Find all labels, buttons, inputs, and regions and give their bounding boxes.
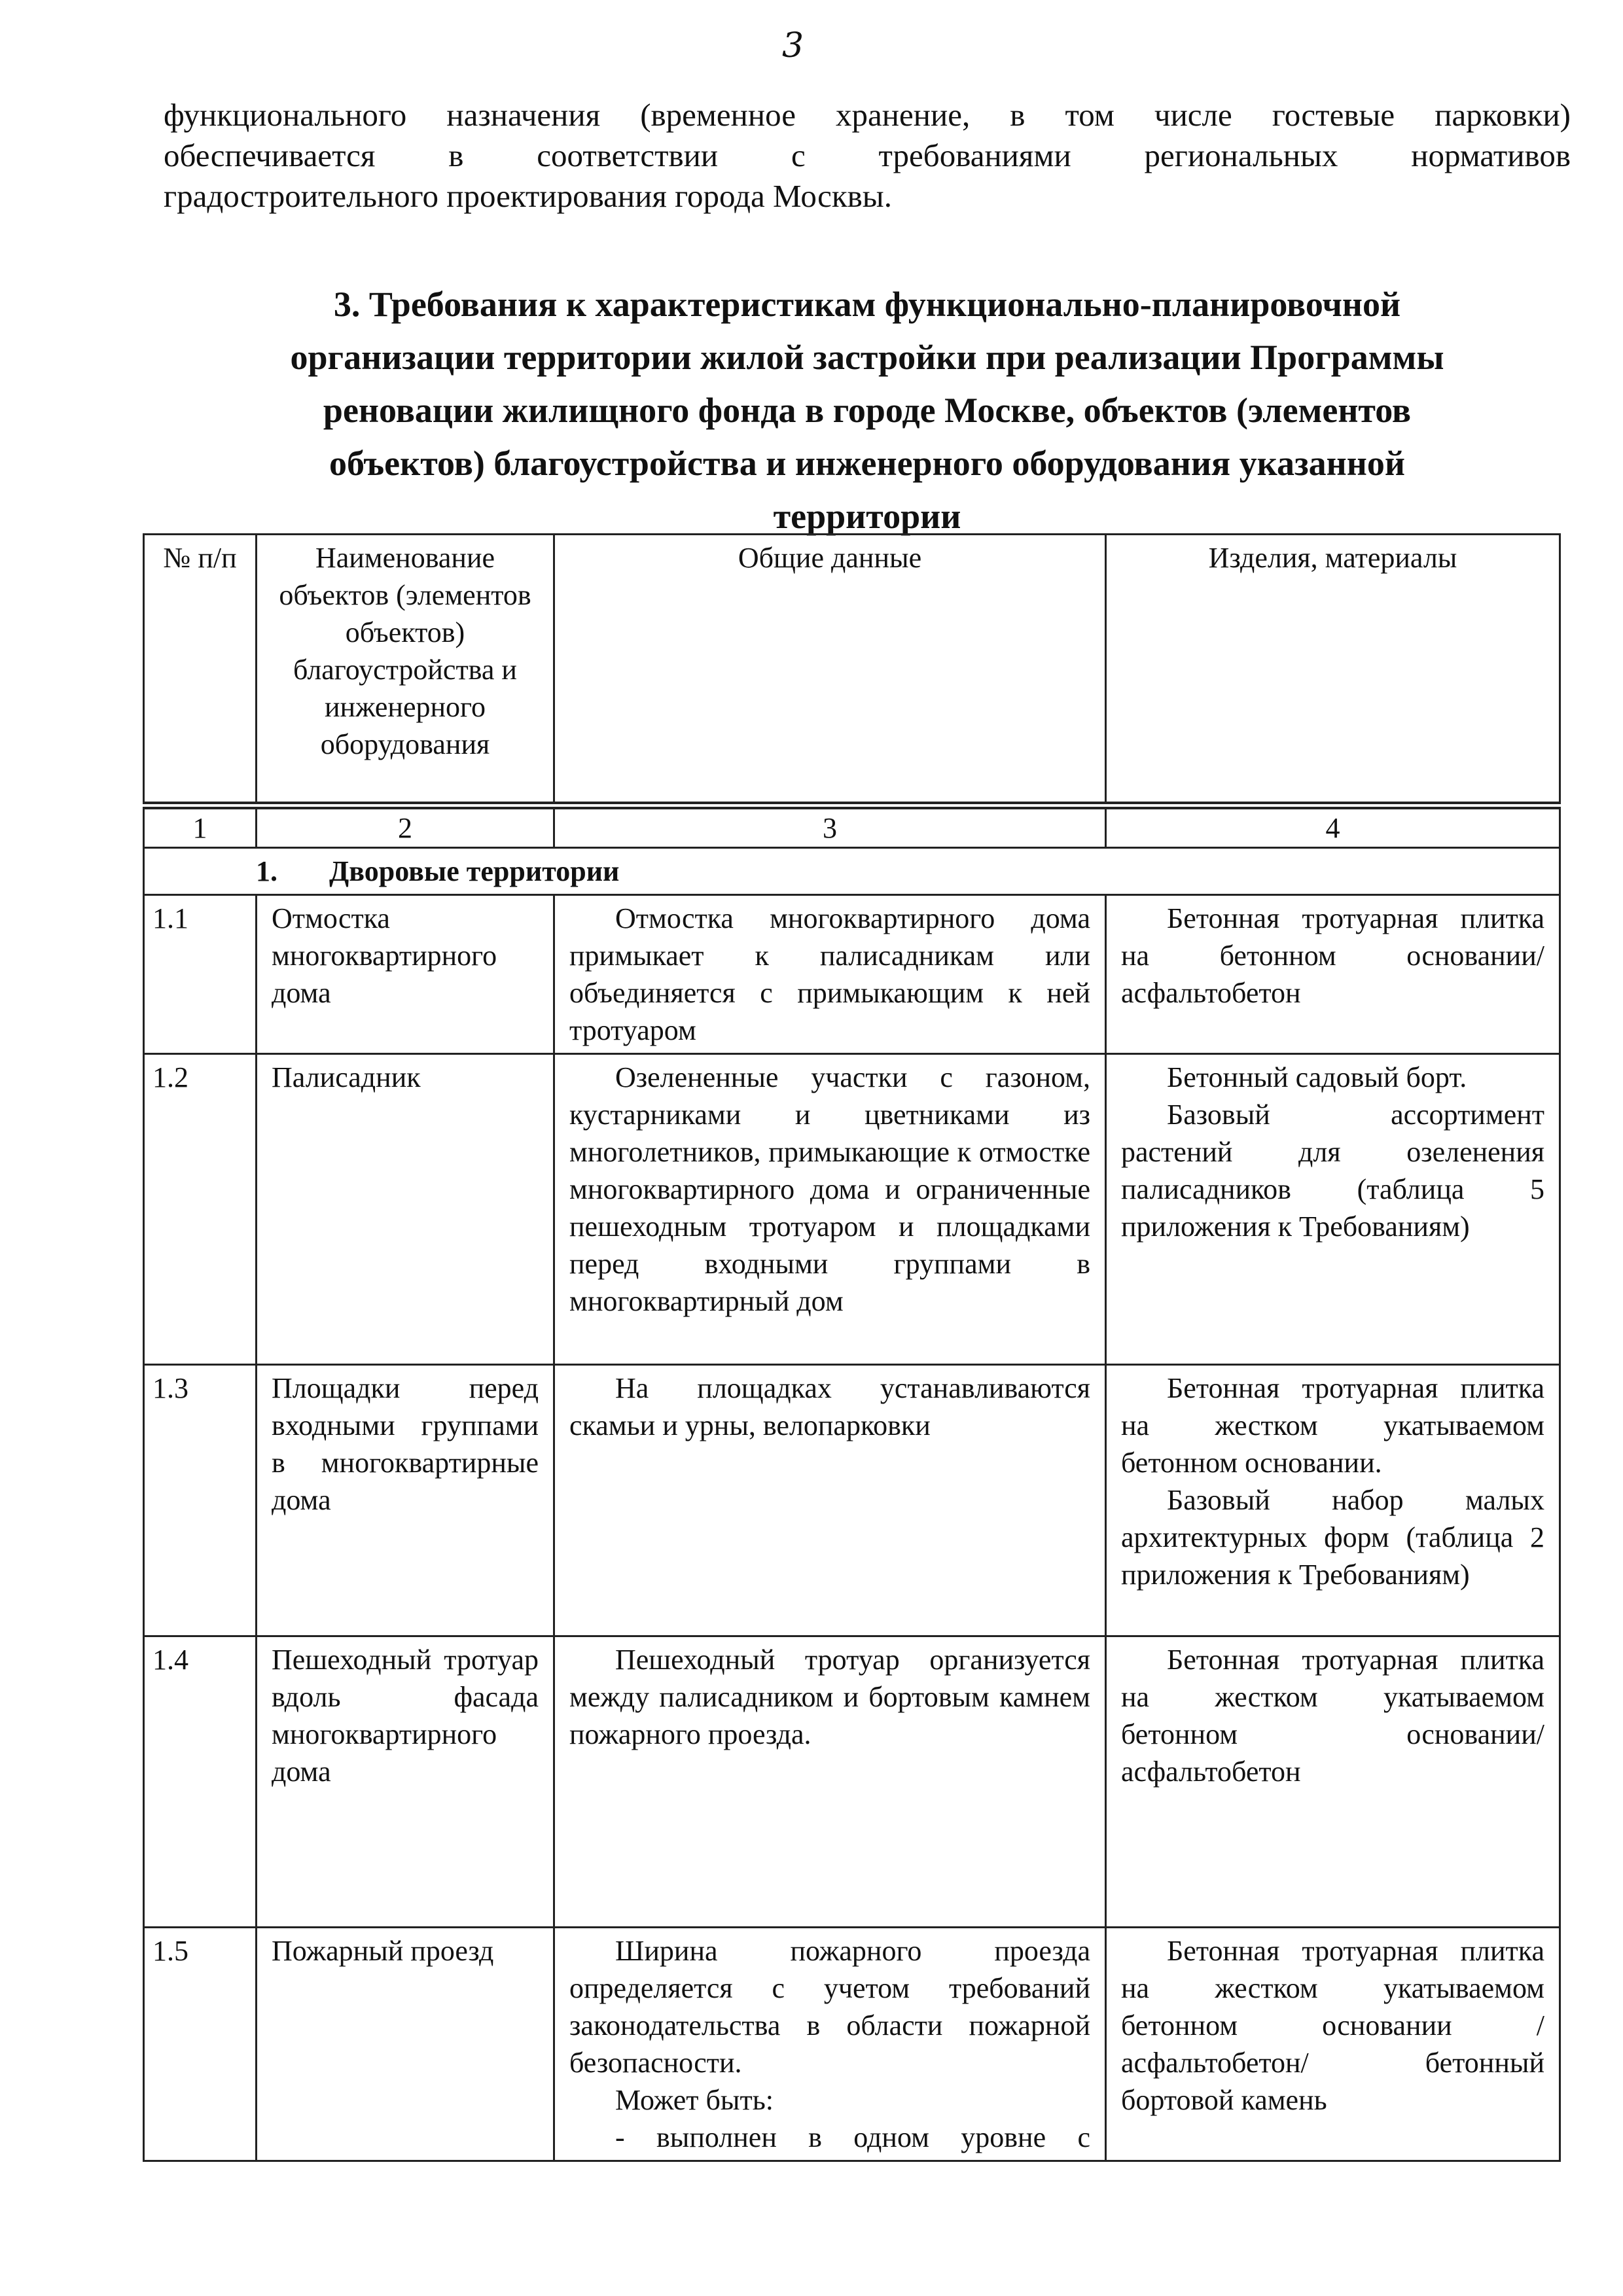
row-number: 1.4 (144, 1636, 257, 1928)
row-general (554, 1365, 1106, 1636)
section-title: Дворовые территории (329, 855, 620, 887)
intro-line: обеспечивается в соответствии с требованиями региональных нормативов (164, 137, 1571, 173)
row-number: 1.5 (144, 1928, 257, 2161)
intro-paragraph (164, 95, 1571, 217)
row-name: Пешеходный тротуар вдоль фасада многоквартирного дома (257, 1636, 554, 1928)
row-name: Площадки перед входными группами в многоквартирные дома (257, 1365, 554, 1636)
row-materials-text: Бетонный садовый борт. (1167, 1061, 1467, 1093)
header-num: № п/п (144, 535, 257, 806)
row-number: 1.2 (144, 1054, 257, 1365)
row-materials-text: Бетонная тротуарная плитка на жестком укатываемом бетонном основании/асфальтобетон (1121, 1644, 1544, 1788)
column-number: 4 (1106, 805, 1560, 848)
heading-line: организации территории жилой застройки при реализации Программы (290, 338, 1444, 377)
row-materials-text: Бетонная тротуарная плитка на бетонном основании/асфальтобетон (1121, 902, 1544, 1009)
heading-line: 3. Требования к характеристикам функционально-планировочной (333, 285, 1401, 324)
row-name: Отмостка многоквартирного дома (257, 895, 554, 1054)
table-row (144, 1054, 1560, 1365)
row-general (554, 895, 1106, 1054)
column-number-row (144, 805, 1560, 848)
intro-line: градостроительного проектирования города Москвы. (164, 178, 892, 214)
row-general-text: - выполнен в одном уровне с (615, 2121, 1090, 2153)
header-name: Наименование объектов (элементов объектов) благоустройства и инженерного оборудования (257, 535, 554, 806)
table-row (144, 1636, 1560, 1928)
row-general-text: Ширина пожарного проезда определяется с учетом требований законодательства в области пожарной безопасности. (569, 1935, 1090, 2079)
row-general-text: Может быть: (615, 2084, 774, 2116)
requirements-table (143, 533, 1561, 2162)
table-header-row (144, 535, 1560, 806)
row-name: Пожарный проезд (257, 1928, 554, 2161)
heading-line: объектов) благоустройства и инженерного оборудования указанной (329, 444, 1405, 483)
column-number: 2 (257, 805, 554, 848)
row-materials (1106, 1054, 1560, 1365)
section-title-cell (144, 848, 1560, 895)
column-number: 1 (144, 805, 257, 848)
section-row (144, 848, 1560, 895)
row-general-text: Отмостка многоквартирного дома примыкает к палисадникам или объединяется с примыкающим к ней тротуаром (569, 902, 1090, 1046)
section-heading (229, 278, 1505, 543)
row-materials-text: Бетонная тротуарная плитка на жестком укатываемом бетонном основании. (1121, 1372, 1544, 1479)
column-number: 3 (554, 805, 1106, 848)
row-materials-text: Базовый набор малых архитектурных форм (таблица 2 приложения к Требованиям) (1121, 1484, 1544, 1591)
header-general: Общие данные (554, 535, 1106, 806)
intro-line: функционального назначения (временное хранение, в том числе гостевые парковки) (164, 97, 1571, 133)
row-materials (1106, 1636, 1560, 1928)
header-materials: Изделия, материалы (1106, 535, 1560, 806)
row-name: Палисадник (257, 1054, 554, 1365)
section-number: 1. (256, 855, 277, 887)
row-general-text: Пешеходный тротуар организуется между палисадником и бортовым камнем пожарного проезда. (569, 1644, 1090, 1750)
row-number: 1.3 (144, 1365, 257, 1636)
table-row (144, 1365, 1560, 1636)
page-number: 3 (782, 26, 804, 65)
table-row (144, 1928, 1560, 2161)
row-general (554, 1054, 1106, 1365)
row-materials (1106, 1365, 1560, 1636)
row-number: 1.1 (144, 895, 257, 1054)
row-materials-text: Бетонная тротуарная плитка на жестком укатываемом бетонном основании /асфальтобетон/ бетонный бортовой камень (1121, 1935, 1544, 2116)
row-general (554, 1636, 1106, 1928)
row-general-text: На площадках устанавливаются скамьи и урны, велопарковки (569, 1372, 1090, 1441)
row-materials (1106, 1928, 1560, 2161)
heading-line: реновации жилищного фонда в городе Москве, объектов (элементов (323, 391, 1412, 430)
row-materials (1106, 895, 1560, 1054)
row-general-text: Озелененные участки с газоном, кустарниками и цветниками из многолетников, примыкающие к отмостке многоквартирного дома и ограниченные пешеходным тротуаром и площадками перед входными группами в многоквартирный дом (569, 1061, 1090, 1317)
table-row (144, 895, 1560, 1054)
row-materials-text: Базовый ассортимент растений для озеленения палисадников (таблица 5 приложения к Требованиям) (1121, 1099, 1544, 1243)
row-general (554, 1928, 1106, 2161)
heading-line: территории (773, 497, 961, 536)
